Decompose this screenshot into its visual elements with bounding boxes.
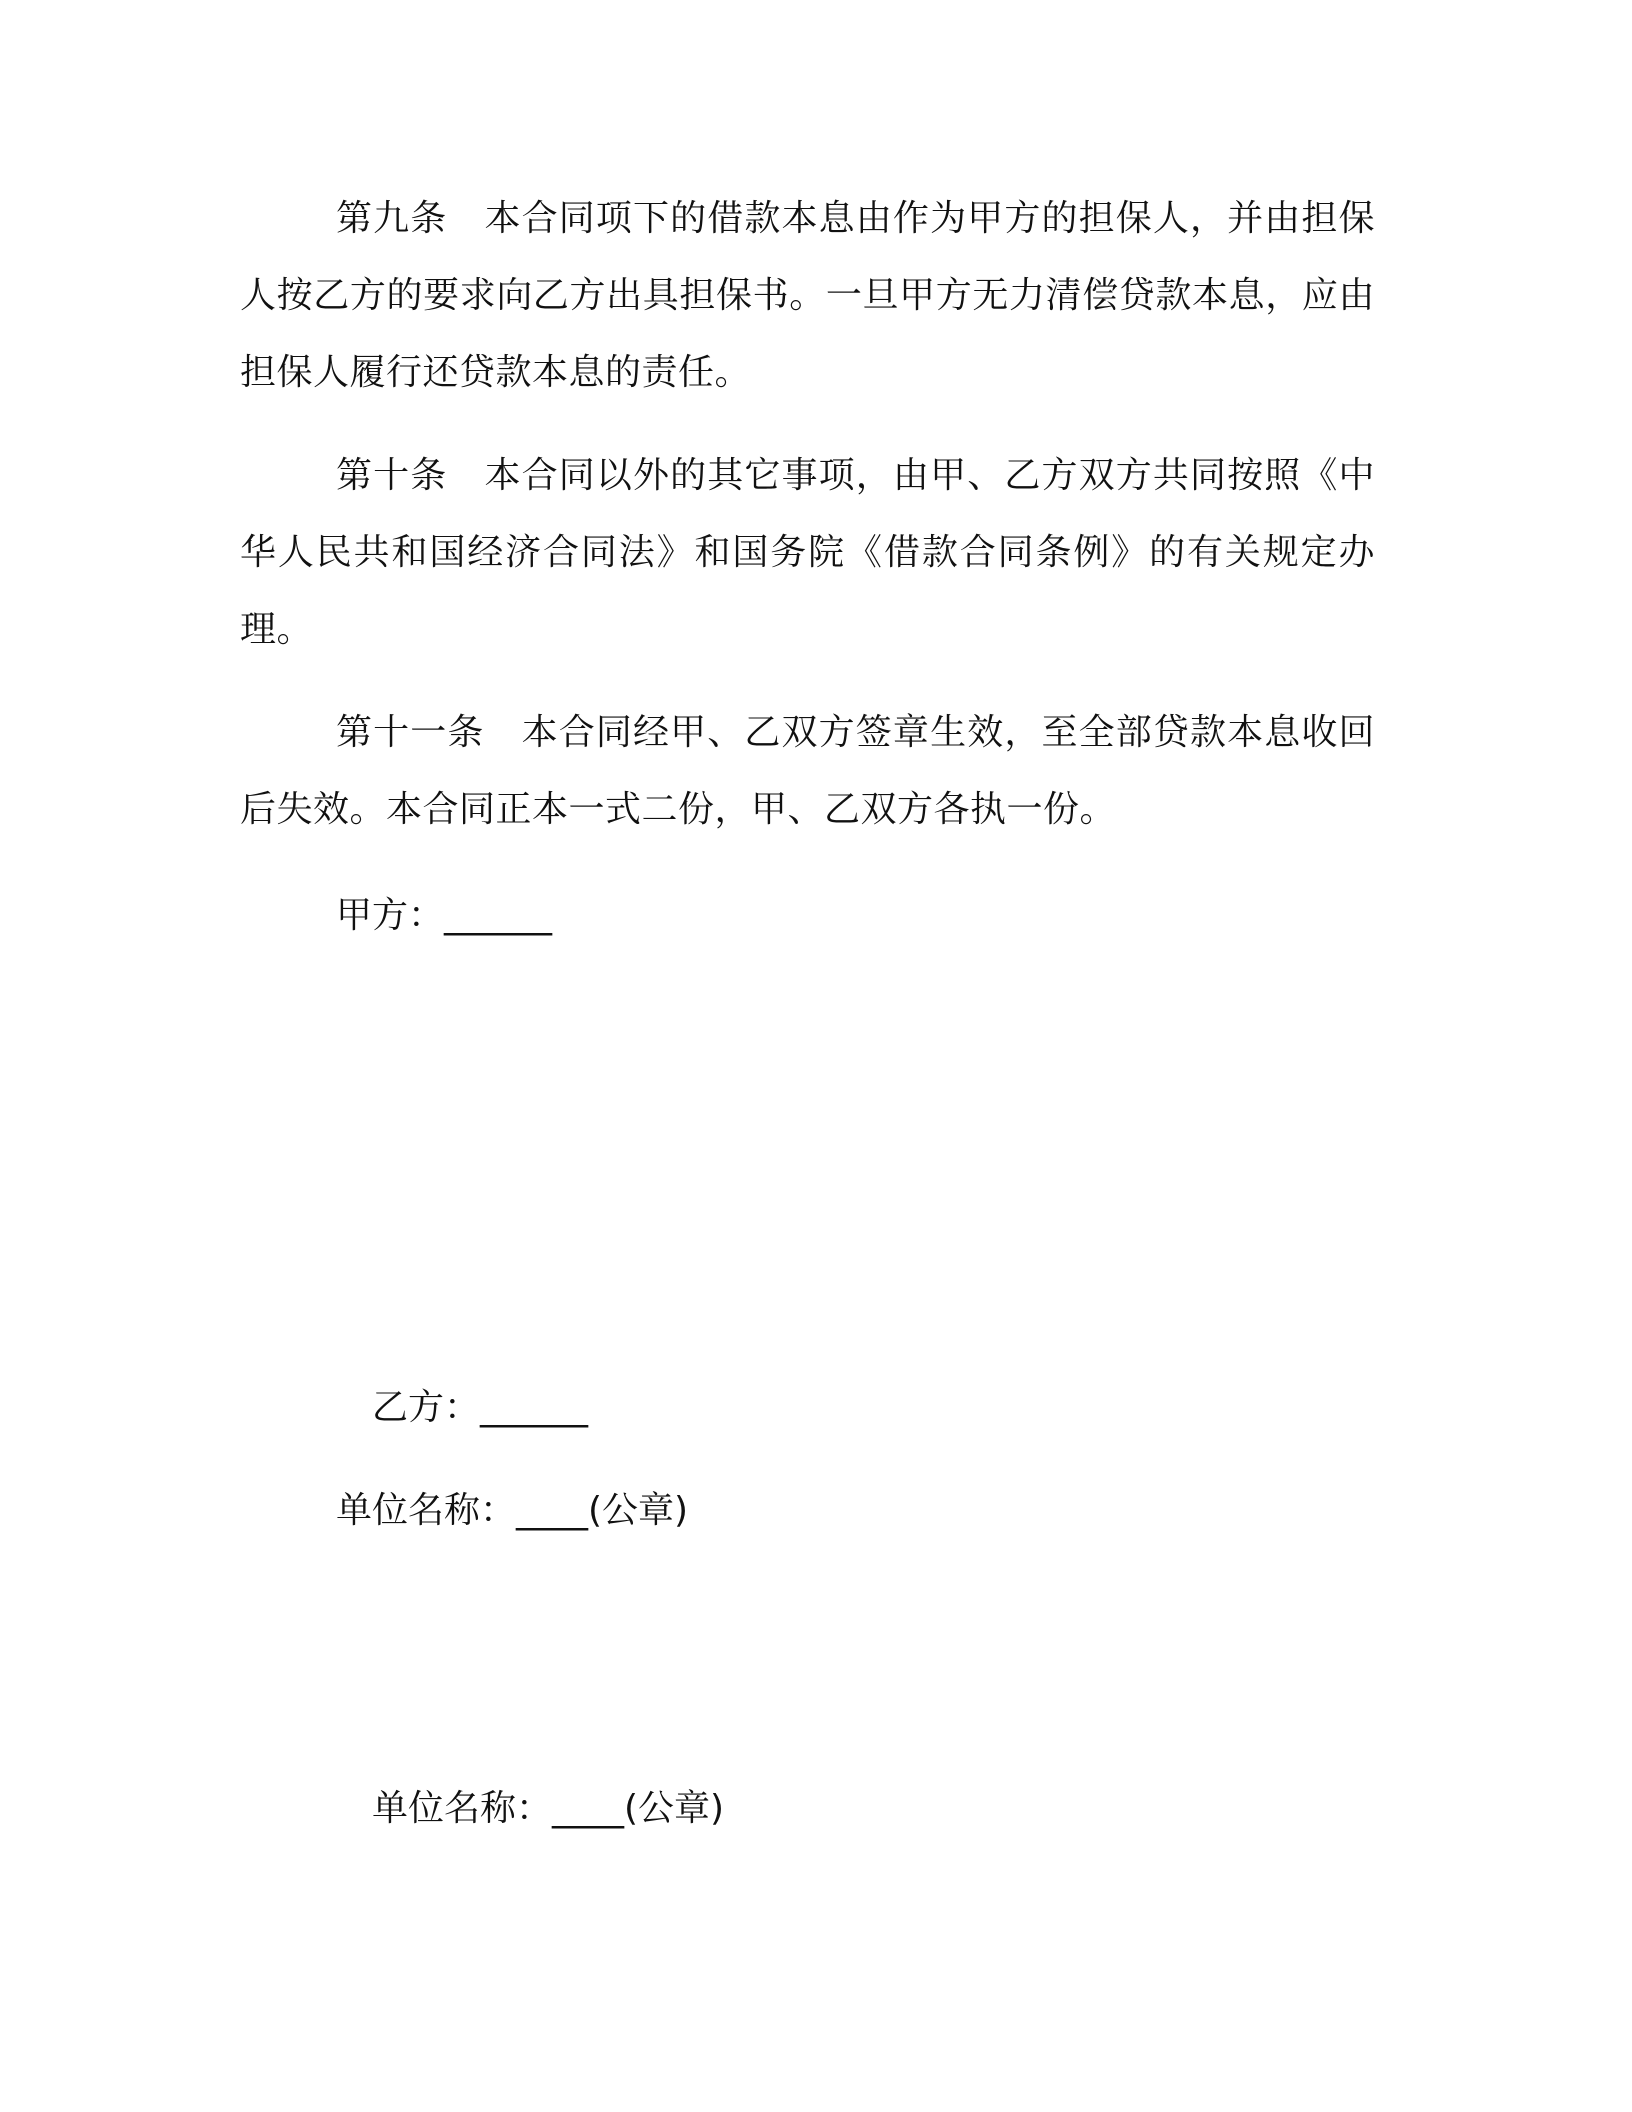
party-b-signature: 乙方：______ xyxy=(372,1387,589,1428)
article-9: 第九条 本合同项下的借款本息由作为甲方的担保人，并由担保人按乙方的要求向乙方出具担保书。一旦甲方无力清偿贷款本息，应由担保人履行还贷款本息的责任。 xyxy=(240,198,1375,393)
article-11: 第十一条 本合同经甲、乙双方签章生效，至全部贷款本息收回后失效。本合同正本一式二份，甲、乙双方各执一份。 xyxy=(240,712,1375,830)
article-10: 第十条 本合同以外的其它事项，由甲、乙方双方共同按照《中华人民共和国经济合同法》和国务院《借款合同条例》的有关规定办理。 xyxy=(240,455,1375,650)
unit-name-a: 单位名称：____(公章) xyxy=(336,1490,689,1531)
unit-name-b: 单位名称：____(公章) xyxy=(372,1788,725,1829)
party-a-signature: 甲方：______ xyxy=(336,895,553,936)
